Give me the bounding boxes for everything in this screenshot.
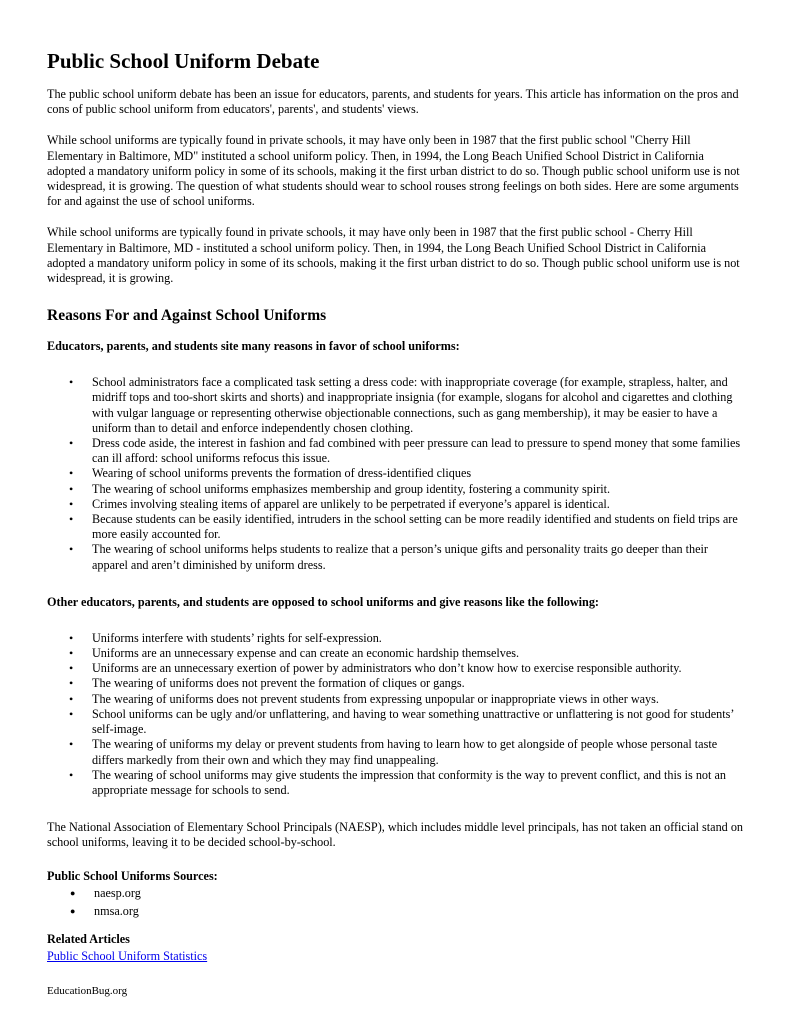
page-title: Public School Uniform Debate — [47, 49, 320, 73]
source-item: ● naesp.org — [47, 884, 743, 902]
section-heading: Reasons For and Against School Uniforms — [47, 307, 327, 325]
intro-paragraph: The public school uniform debate has been an issue for educators, parents, and students for years. This article has information on the pros and cons of public school uniform from educators', parents', and students' views. — [47, 87, 739, 117]
oppose-list — [47, 631, 743, 798]
list-item: • The wearing of school uniforms helps students to realize that a person’s unique gifts and personality traits go deeper than their apparel and aren’t diminished by uniform dress. — [47, 542, 743, 572]
sources-heading: Public School Uniforms Sources: — [47, 868, 218, 883]
list-item: • Uniforms interfere with students’ rights for self-expression. — [47, 631, 743, 646]
list-item: • Dress code aside, the interest in fashion and fad combined with peer pressure can lead to pressure to spend money that some families can ill afford: school uniforms refocus this issue. — [47, 436, 743, 466]
favor-list — [47, 375, 743, 573]
related-heading: Related Articles — [47, 931, 130, 946]
list-item: • Because students can be easily identified, intruders in the school setting can be more readily identified and students on field trips are more easily accounted for. — [47, 512, 743, 542]
list-item: • The wearing of uniforms my delay or prevent students from having to learn how to get alongside of people whose personal taste differs markedly from their own and which they may find unappealing. — [47, 737, 743, 767]
list-item: • Wearing of school uniforms prevents the formation of dress-identified cliques — [47, 466, 743, 481]
list-item: • Uniforms are an unnecessary expense and can create an economic hardship themselves. — [47, 646, 743, 661]
footer-site-name: EducationBug.org — [47, 985, 128, 997]
oppose-heading: Other educators, parents, and students are opposed to school uniforms and give reasons like the following: — [47, 594, 599, 609]
history-paragraph: While school uniforms are typically found in private schools, it may have only been in 1987 that the first public school "Cherry Hill Elementary in Baltimore, MD" instituted a school uniform policy. Then, in 1994, the Long Beach Unified School District in California adopted a mandatory uniform policy in some of its schools, making it the first urban district to do so. Though public school uniform use is not widespread, it is growing. The question of what students should wear to school rouses strong feelings on both sides. Here are some arguments for and against the use of school uniforms. — [47, 133, 740, 209]
list-item: • The wearing of uniforms does not prevent students from expressing unpopular or inappropriate views in other ways. — [47, 692, 743, 707]
sources-list — [47, 884, 743, 920]
list-item: • The wearing of school uniforms emphasizes membership and group identity, fostering a community spirit. — [47, 482, 743, 497]
list-item: • The wearing of uniforms does not prevent the formation of cliques or gangs. — [47, 676, 743, 691]
closing-paragraph: The National Association of Elementary School Principals (NAESP), which includes middle level principals, has not taken an official stand on school uniforms, leaving it to be decided school-by-school. — [47, 820, 744, 850]
list-item: • School administrators face a complicated task setting a dress code: with inappropriate coverage (for example, strapless, halter, and midriff tops and too-short skirts and shorts) and inappropriate insignia (for example, slogans for alcohol and cigarettes and clothing with vulgar language or representing otherwise objectionable connections, such as gang membership), it may be easier to have a uniform than to detail and enforce independently chosen clothing. — [47, 375, 743, 436]
list-item: • School uniforms can be ugly and/or unflattering, and having to wear something unattractive or unflattering is not good for students’ self-image. — [47, 707, 743, 737]
list-item: • The wearing of school uniforms may give students the impression that conformity is the way to prevent conflict, and this is not an appropriate message for schools to send. — [47, 768, 743, 798]
source-item: ● nmsa.org — [47, 902, 743, 920]
history-paragraph-repeat: While school uniforms are typically found in private schools, it may have only been in 1987 that the first public school - Cherry Hill Elementary in Baltimore, MD - instituted a school uniform policy. Then, in 1994, the Long Beach Unified School District in California adopted a mandatory uniform policy in some of its schools, making it the first urban district to do so. Though public school uniform use is not widespread, it is growing. — [47, 225, 740, 286]
list-item: • Crimes involving stealing items of apparel are unlikely to be perpetrated if everyone’s apparel is identical. — [47, 497, 743, 512]
favor-heading: Educators, parents, and students site many reasons in favor of school uniforms: — [47, 339, 460, 354]
list-item: • Uniforms are an unnecessary exertion of power by administrators who don’t know how to exercise responsible authority. — [47, 661, 743, 676]
related-article-link[interactable]: Public School Uniform Statistics — [47, 948, 208, 963]
